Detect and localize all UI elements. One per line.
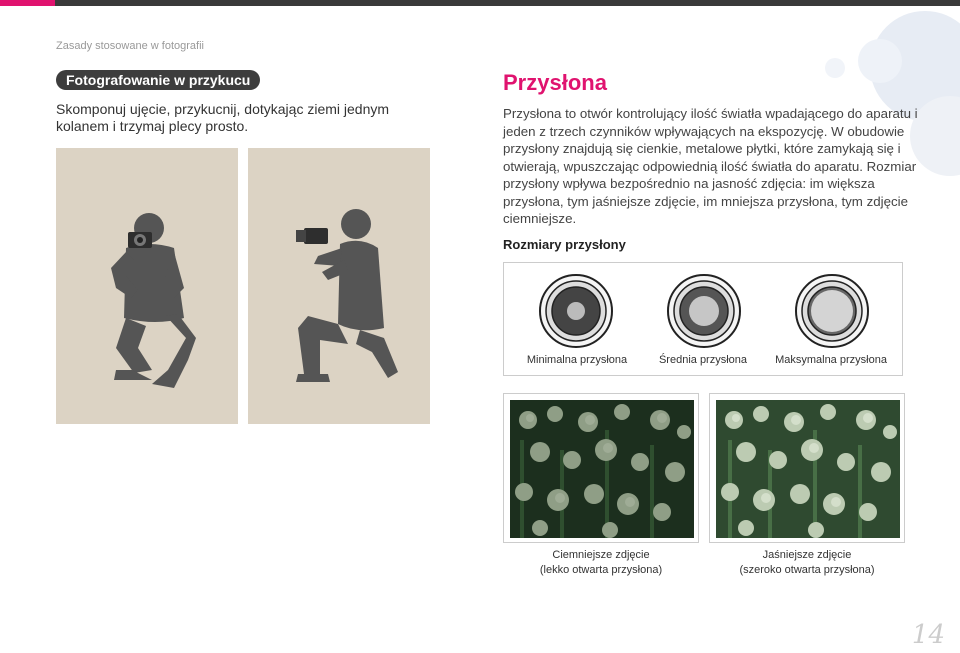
page-number: 14 xyxy=(911,620,945,650)
brighter-photo-frame xyxy=(709,393,905,543)
top-bar-accent xyxy=(0,0,55,6)
section-description: Skomponuj ujęcie, przykucnij, dotykając ziemi jednym kolanem i trzymaj plecy prosto. xyxy=(56,101,390,134)
darker-photo-caption xyxy=(503,548,699,578)
breadcrumb: Zasady stosowane w fotografii xyxy=(56,40,204,52)
darker-photo-frame xyxy=(503,393,699,543)
aperture-sizes-diagram xyxy=(503,262,903,376)
darker-caption-line1: Ciemniejsze zdjęcie xyxy=(552,549,650,561)
aperture-max-icon xyxy=(792,271,872,351)
aperture-min-label: Minimalna przysłona xyxy=(526,354,628,366)
aperture-medium-icon xyxy=(664,271,744,351)
brighter-photo xyxy=(716,400,900,538)
aperture-max-label: Maksymalna przysłona xyxy=(775,354,887,366)
darker-photo xyxy=(510,400,694,538)
aperture-description: Przysłona to otwór kontrolujący ilość światła wpadającego do aparatu i jeden z trzech czynników wpływających na ekspozycję. W obudowie przysłony znajdują się cienkie, metalowe płytki, które zamykają się i otwierają, wpuszczając odpowiednią ilość światła do aparatu. Rozmiar przysłony wpływa bezpośrednio na jasność zdjęcia: im większa przysłona, tym jaśniejsze zdjęcie, im mniejsza przysłona, tym zdjęcie ciemniejsze. xyxy=(503,106,918,226)
darker-caption-line2: (lekko otwarta przysłona) xyxy=(539,564,663,576)
apertures-heading: Rozmiary przysłony xyxy=(503,237,626,252)
aperture-max xyxy=(772,271,892,351)
crouching-side-illustration xyxy=(248,148,430,424)
section-heading: Fotografowanie w przykucu xyxy=(56,70,260,90)
page-title: Przysłona xyxy=(503,70,607,95)
brighter-caption-line1: Jaśniejsze zdjęcie xyxy=(762,549,852,561)
aperture-medium xyxy=(644,271,764,351)
crouching-front-illustration xyxy=(56,148,238,424)
brighter-photo-caption xyxy=(709,548,905,578)
aperture-min-icon xyxy=(536,271,616,351)
aperture-medium-label: Średnia przysłona xyxy=(658,354,748,366)
brighter-caption-line2: (szeroko otwarta przysłona) xyxy=(739,564,875,576)
aperture-min xyxy=(516,271,636,351)
